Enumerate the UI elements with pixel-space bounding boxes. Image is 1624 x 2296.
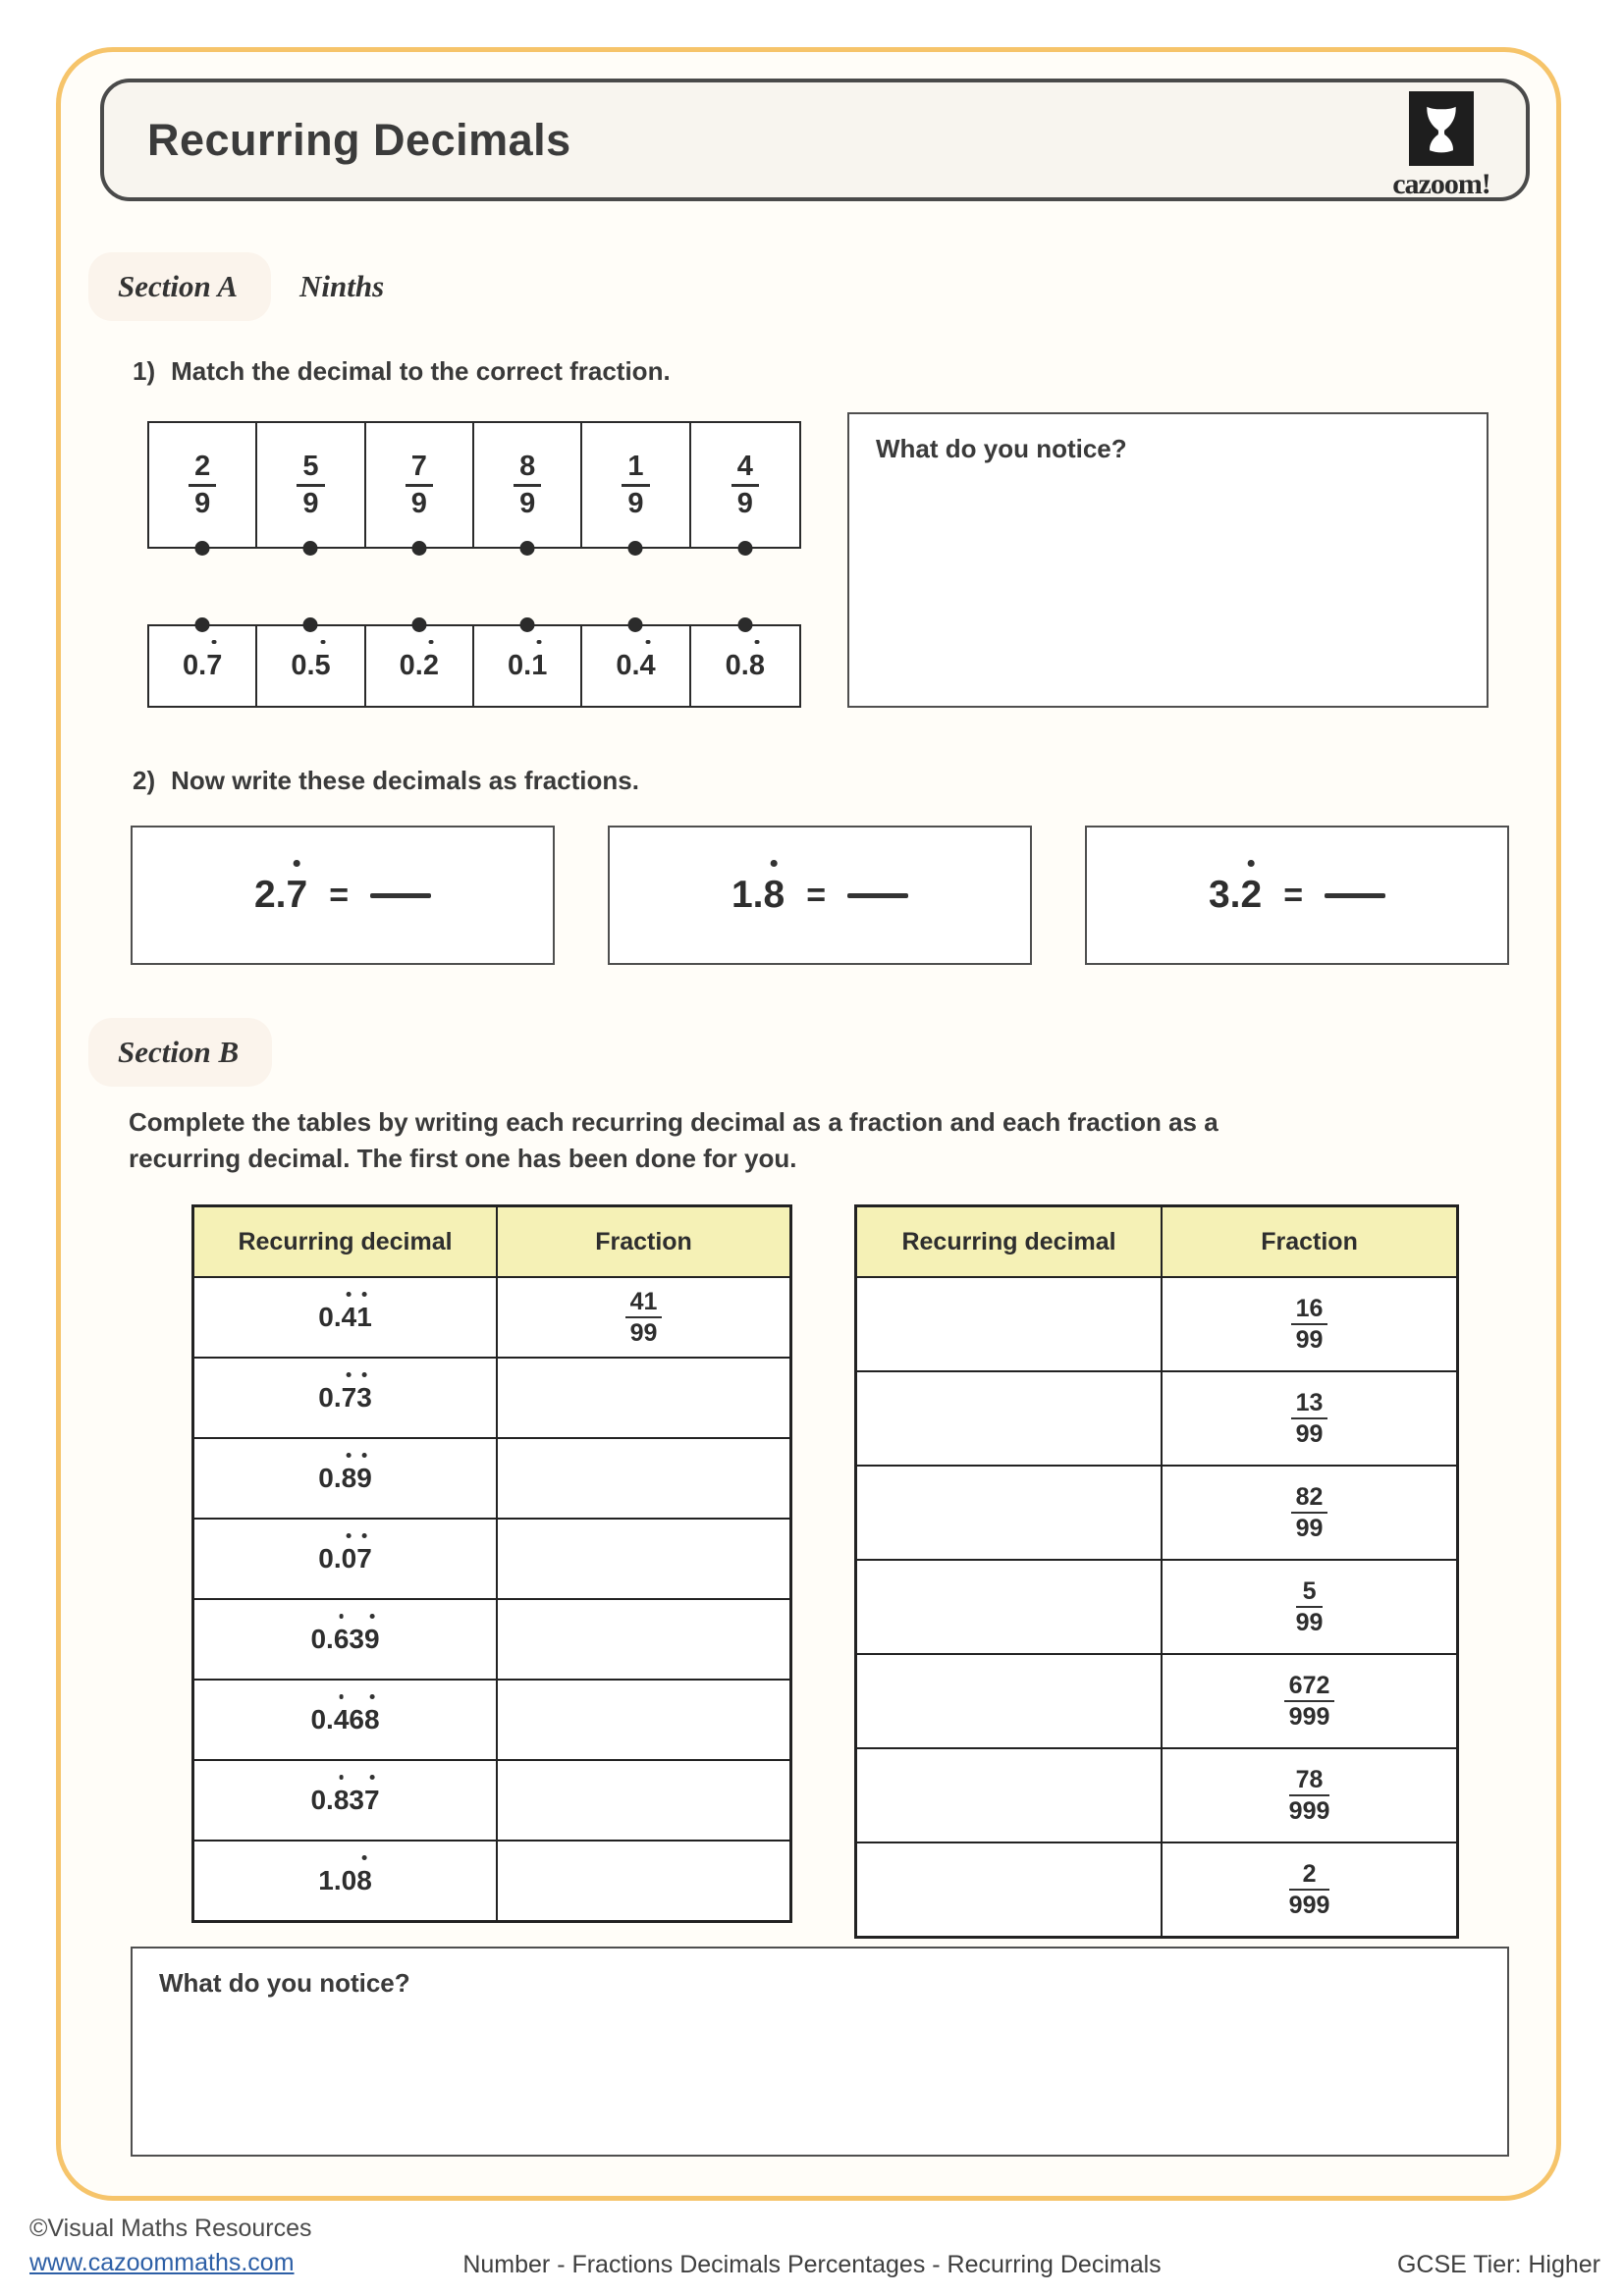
page-title: Recurring Decimals	[147, 114, 571, 165]
fraction-card	[366, 423, 474, 547]
digit: .	[306, 650, 315, 681]
digit: 2	[253, 874, 276, 916]
fraction-denominator: 9	[627, 488, 644, 519]
digit: 0	[616, 650, 632, 681]
fraction-card	[691, 423, 799, 547]
table-row	[194, 1679, 789, 1759]
table-row	[194, 1276, 789, 1357]
section-a-label: Section A	[88, 252, 271, 321]
digit: .	[1229, 874, 1241, 916]
fraction-card	[257, 423, 365, 547]
fraction-denominator: 99	[1295, 1420, 1324, 1448]
table-row	[857, 1559, 1456, 1653]
decimal-card	[257, 626, 365, 706]
fraction-numerator: 672	[1284, 1672, 1335, 1702]
recurring-decimal	[318, 1543, 372, 1575]
fraction	[297, 451, 324, 520]
column-header: Recurring decimal	[194, 1207, 498, 1276]
worksheet-frame	[56, 47, 1561, 2201]
logo-wordmark: cazoom!	[1392, 168, 1490, 200]
digit: 0	[291, 650, 307, 681]
recurring-decimal-cell	[194, 1439, 498, 1518]
q2-answer-box	[1085, 826, 1509, 965]
recurring-digit: 0	[341, 1543, 357, 1574]
fraction-denominator: 9	[302, 488, 319, 519]
recurring-digit: 8	[333, 1785, 350, 1815]
digit: .	[523, 650, 532, 681]
digit: 0	[399, 650, 415, 681]
fraction-match-cards	[147, 421, 801, 549]
footer-copyright: ©Visual Maths Resources	[29, 2215, 312, 2242]
recurring-digit: 3	[356, 1382, 372, 1413]
fraction	[406, 451, 433, 520]
recurring-decimal-cell	[857, 1467, 1163, 1559]
footer-website-link[interactable]: www.cazoommaths.com	[29, 2249, 295, 2276]
question-1-number: 1)	[133, 356, 156, 386]
digit: 3	[349, 1785, 364, 1815]
decimal-card	[366, 626, 474, 706]
table-header-row	[194, 1207, 789, 1276]
table-row	[857, 1276, 1456, 1370]
equals-sign: =	[329, 876, 350, 914]
recurring-decimal	[731, 874, 785, 917]
equals-sign: =	[806, 876, 827, 914]
digit: .	[752, 874, 764, 916]
fraction	[1291, 1483, 1328, 1542]
recurring-digit: 1	[356, 1302, 372, 1332]
fraction-denominator: 9	[736, 488, 753, 519]
fraction-cell	[498, 1600, 789, 1679]
match-connector-dot	[303, 617, 318, 632]
digit: 0	[318, 1382, 334, 1413]
column-header: Recurring decimal	[857, 1207, 1163, 1276]
recurring-decimal-cell	[857, 1843, 1163, 1936]
recurring-digit: 1	[531, 650, 548, 681]
decimal-card	[582, 626, 690, 706]
fraction-denominator: 9	[519, 488, 536, 519]
recurring-decimal-cell	[194, 1761, 498, 1840]
fraction-cell	[1163, 1843, 1456, 1936]
recurring-digit: 4	[333, 1704, 350, 1735]
fraction-denominator: 99	[1295, 1609, 1324, 1636]
fraction-numerator: 4	[731, 451, 759, 487]
recurring-digit: 7	[356, 1543, 372, 1574]
fraction-card	[149, 423, 257, 547]
fraction-denominator: 99	[1295, 1515, 1324, 1542]
answer-blank-line	[1325, 893, 1385, 898]
recurring-decimal	[508, 650, 547, 682]
digit: 3	[1208, 874, 1230, 916]
fraction-numerator: 2	[189, 451, 216, 487]
recurring-decimal-cell	[857, 1655, 1163, 1747]
fraction-card	[474, 423, 582, 547]
fraction-denominator: 9	[194, 488, 211, 519]
notice-box-top	[847, 412, 1489, 708]
fraction	[1284, 1672, 1335, 1731]
recurring-decimal-cell	[857, 1278, 1163, 1370]
recurring-digit: 9	[363, 1624, 380, 1654]
table-row	[194, 1759, 789, 1840]
equals-sign: =	[1283, 876, 1304, 914]
match-connector-dot	[411, 617, 426, 632]
table-row	[194, 1598, 789, 1679]
decimal-card	[149, 626, 257, 706]
digit: .	[333, 1463, 342, 1493]
digit: 1	[731, 874, 753, 916]
column-header: Fraction	[498, 1207, 789, 1276]
footer-tier: GCSE Tier: Higher	[1396, 2251, 1600, 2278]
recurring-digit: 8	[356, 1865, 372, 1896]
match-connector-dot	[303, 541, 318, 556]
digit: 1	[318, 1865, 334, 1896]
recurring-decimal	[726, 650, 765, 682]
table-row	[857, 1653, 1456, 1747]
question-2	[133, 766, 639, 796]
recurring-decimal	[318, 1865, 372, 1896]
table-row	[194, 1518, 789, 1598]
digit: .	[414, 650, 423, 681]
table-row	[857, 1465, 1456, 1559]
recurring-decimal-cell	[857, 1749, 1163, 1842]
fraction-numerator: 13	[1291, 1389, 1328, 1419]
conversion-table-left	[191, 1204, 792, 1923]
fraction	[622, 451, 649, 520]
fraction	[1289, 1766, 1330, 1825]
recurring-digit: 7	[363, 1785, 380, 1815]
fraction-numerator: 2	[1289, 1860, 1330, 1891]
digit: 0	[507, 650, 524, 681]
fraction-denominator: 9	[410, 488, 427, 519]
section-b-instructions	[129, 1104, 1218, 1177]
instructions-line-2: recurring decimal. The first one has been done for you.	[129, 1143, 797, 1173]
digit: 0	[318, 1302, 334, 1332]
table-row	[194, 1357, 789, 1437]
decimal-match-cards	[147, 624, 801, 708]
digit: 0	[310, 1704, 327, 1735]
digit: 3	[349, 1624, 364, 1654]
notice-box-top-label: What do you notice?	[876, 434, 1127, 463]
match-connector-dot	[411, 541, 426, 556]
recurring-decimal	[310, 1785, 379, 1816]
digit: 0	[318, 1543, 334, 1574]
match-connector-dot	[737, 541, 752, 556]
digit: .	[326, 1624, 334, 1654]
fraction	[189, 451, 216, 520]
digit: 0	[310, 1624, 327, 1654]
table-row	[194, 1437, 789, 1518]
recurring-decimal	[616, 650, 655, 682]
decimal-card	[474, 626, 582, 706]
fraction-cell	[1163, 1561, 1456, 1653]
digit: .	[631, 650, 640, 681]
recurring-digit: 8	[748, 650, 765, 681]
fraction-denominator: 99	[1295, 1326, 1324, 1354]
fraction-cell	[1163, 1655, 1456, 1747]
instructions-line-1: Complete the tables by writing each recurring decimal as a fraction and each fraction as a	[129, 1107, 1218, 1137]
recurring-decimal	[254, 874, 307, 917]
notice-box-bottom	[131, 1947, 1509, 2157]
digit: .	[740, 650, 749, 681]
recurring-decimal	[291, 650, 330, 682]
recurring-digit: 2	[1240, 874, 1263, 916]
recurring-decimal-cell	[194, 1681, 498, 1759]
fraction-denominator: 999	[1288, 1797, 1330, 1825]
recurring-digit: 2	[422, 650, 439, 681]
q2-answer-box	[608, 826, 1032, 965]
fraction-numerator: 78	[1289, 1766, 1330, 1796]
match-connector-dot	[195, 541, 210, 556]
fraction-cell	[498, 1681, 789, 1759]
fraction-denominator: 999	[1288, 1703, 1330, 1731]
cazoom-logo	[1375, 91, 1508, 201]
column-header: Fraction	[1163, 1207, 1456, 1276]
q2-answer-box	[131, 826, 555, 965]
digit: .	[326, 1704, 334, 1735]
digit: .	[198, 650, 207, 681]
question-2-number: 2)	[133, 766, 156, 795]
recurring-decimal	[400, 650, 439, 682]
fraction	[514, 451, 541, 520]
drum-icon	[1409, 91, 1474, 166]
digit: .	[333, 1302, 342, 1332]
recurring-decimal-cell	[194, 1520, 498, 1598]
fraction-cell	[1163, 1467, 1456, 1559]
recurring-decimal	[318, 1382, 372, 1414]
match-connector-dot	[737, 617, 752, 632]
recurring-digit: 7	[206, 650, 223, 681]
digit: .	[333, 1865, 342, 1896]
q2-answer-boxes	[131, 826, 1509, 965]
recurring-decimal	[1209, 874, 1262, 917]
conversion-table-right	[854, 1204, 1459, 1939]
recurring-digit: 4	[341, 1302, 357, 1332]
table-row	[857, 1370, 1456, 1465]
fraction	[731, 451, 759, 520]
match-connector-dot	[520, 541, 535, 556]
recurring-decimal-cell	[194, 1842, 498, 1920]
table-row	[857, 1842, 1456, 1936]
fraction-numerator: 5	[297, 451, 324, 487]
recurring-decimal-cell	[194, 1600, 498, 1679]
recurring-digit: 7	[341, 1382, 357, 1413]
footer-category: Number - Fractions Decimals Percentages - Recurring Decimals	[462, 2251, 1162, 2278]
fraction-card	[582, 423, 690, 547]
recurring-decimal-cell	[857, 1372, 1163, 1465]
fraction-denominator: 99	[629, 1319, 658, 1347]
fraction-numerator: 7	[406, 451, 433, 487]
fraction	[1291, 1389, 1328, 1448]
fraction-cell	[498, 1359, 789, 1437]
fraction	[1289, 1860, 1330, 1919]
fraction-numerator: 82	[1291, 1483, 1328, 1514]
question-2-text: Now write these decimals as fractions.	[171, 766, 639, 795]
fraction-cell	[498, 1842, 789, 1920]
recurring-digit: 8	[763, 874, 785, 916]
answer-blank-line	[370, 893, 431, 898]
recurring-decimal-cell	[194, 1359, 498, 1437]
table-row	[194, 1840, 789, 1920]
fraction	[625, 1288, 663, 1347]
fraction-denominator: 999	[1288, 1892, 1330, 1919]
title-box	[100, 79, 1530, 201]
recurring-digit: 8	[341, 1463, 357, 1493]
fraction-cell	[1163, 1372, 1456, 1465]
fraction-numerator: 5	[1296, 1577, 1324, 1608]
fraction	[1296, 1577, 1324, 1636]
fraction	[1291, 1295, 1328, 1354]
recurring-digit: 5	[314, 650, 331, 681]
recurring-digit: 6	[333, 1624, 350, 1654]
fraction-numerator: 1	[622, 451, 649, 487]
recurring-decimal	[310, 1704, 379, 1735]
fraction-cell	[1163, 1749, 1456, 1842]
fraction-cell	[498, 1761, 789, 1840]
section-a-subtitle: Ninths	[299, 269, 385, 303]
digit: .	[333, 1382, 342, 1413]
digit: 0	[182, 650, 199, 681]
notice-box-bottom-label: What do you notice?	[159, 1968, 410, 1998]
match-connector-dot	[628, 541, 643, 556]
digit: .	[333, 1543, 342, 1574]
match-connector-dot	[195, 617, 210, 632]
question-1-text: Match the decimal to the correct fraction.	[171, 356, 671, 386]
match-connector-dot	[628, 617, 643, 632]
match-connector-dot	[520, 617, 535, 632]
digit: 0	[318, 1463, 334, 1493]
recurring-digit: 8	[363, 1704, 380, 1735]
fraction-cell	[498, 1278, 789, 1357]
fraction-cell	[498, 1520, 789, 1598]
question-1	[133, 356, 671, 387]
section-b-label: Section B	[88, 1018, 272, 1087]
digit: .	[326, 1785, 334, 1815]
recurring-decimal	[310, 1624, 379, 1655]
fraction-cell	[1163, 1278, 1456, 1370]
table-header-row	[857, 1207, 1456, 1276]
recurring-digit: 4	[639, 650, 656, 681]
digit: 0	[725, 650, 741, 681]
recurring-digit: 7	[286, 874, 308, 916]
table-row	[857, 1747, 1456, 1842]
digit: 0	[341, 1865, 357, 1896]
fraction-numerator: 8	[514, 451, 541, 487]
recurring-digit: 9	[356, 1463, 372, 1493]
digit: 6	[349, 1704, 364, 1735]
recurring-decimal	[318, 1302, 372, 1333]
fraction-numerator: 41	[625, 1288, 663, 1318]
fraction-cell	[498, 1439, 789, 1518]
digit: 0	[310, 1785, 327, 1815]
digit: .	[275, 874, 287, 916]
answer-blank-line	[847, 893, 908, 898]
recurring-decimal	[183, 650, 222, 682]
decimal-card	[691, 626, 799, 706]
fraction-numerator: 16	[1291, 1295, 1328, 1325]
recurring-decimal-cell	[857, 1561, 1163, 1653]
recurring-decimal	[318, 1463, 372, 1494]
recurring-decimal-cell	[194, 1278, 498, 1357]
